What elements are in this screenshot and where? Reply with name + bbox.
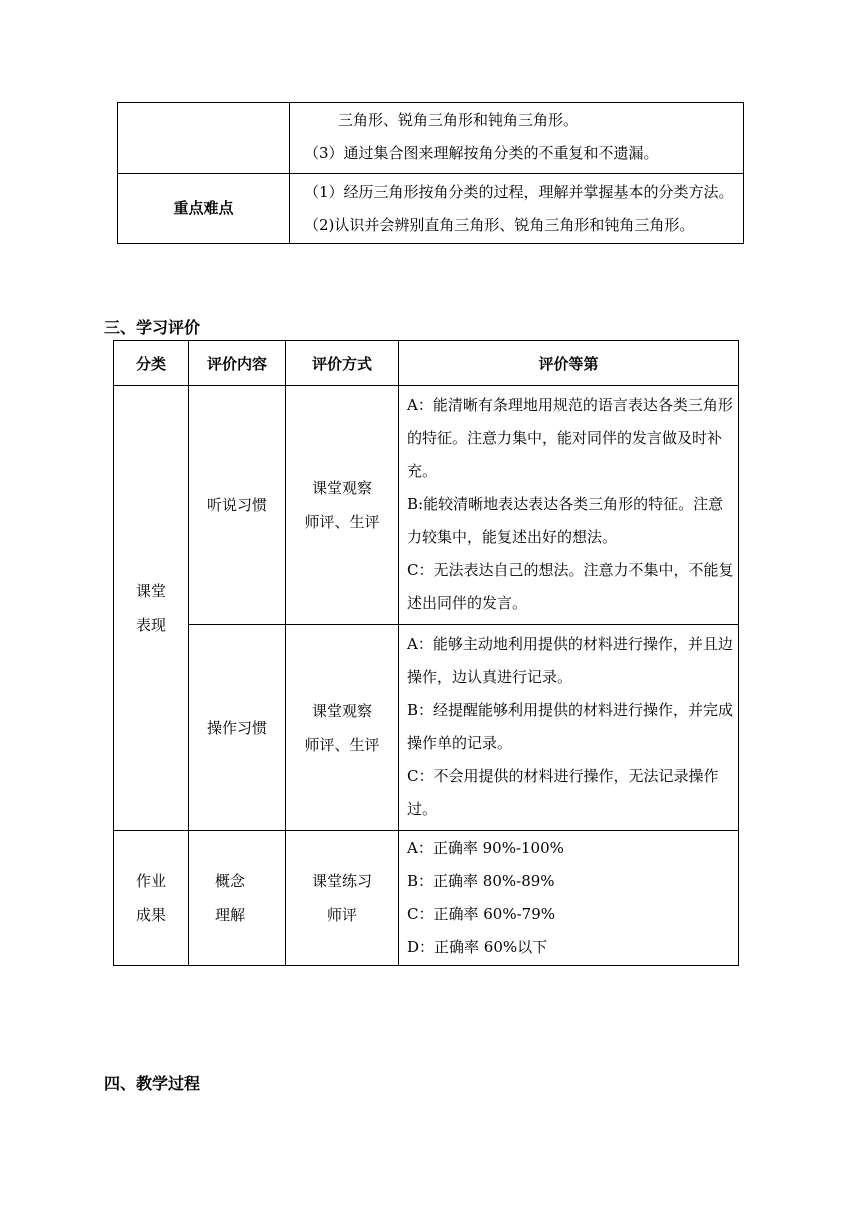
category-line: 表现 [135,616,166,634]
grade-c: C：无法表达自己的想法。注意力不集中，不能复述出同伴的发言。 [407,561,734,612]
category-line: 作业 [135,872,166,890]
key-points-label: 重点难点 [118,174,290,244]
table-row [118,103,744,174]
key-points-cell [290,174,744,244]
evaluation-table [113,340,739,966]
method-line: 师评、生评 [304,513,380,531]
teaching-goals-table [117,102,744,244]
section-heading-evaluation: 三、学习评价 [104,318,201,337]
section-heading-teaching-process: 四、教学过程 [104,1074,201,1093]
header-row [114,341,739,386]
key-point-line: （1）经历三角形按角分类的过程，理解并掌握基本的分类方法。 [304,183,734,201]
header-method: 评价方式 [286,341,399,386]
table-row [114,831,739,966]
grades-homework [399,831,739,966]
header-content: 评价内容 [189,341,286,386]
table-row [114,625,739,831]
header-grade: 评价等第 [399,341,739,386]
method-homework [286,831,399,966]
empty-label-cell [118,103,290,174]
grade-b: B:能较清晰地表达表达各类三角形的特征。注意力较集中，能复述出好的想法。 [407,495,724,546]
method-line: 课堂观察 [311,701,372,720]
method-operation [286,625,399,831]
method-line: 课堂练习 [311,872,372,890]
goal-line: （3）通过集合图来理解按角分类的不重复和不遗漏。 [304,144,659,162]
grade-a: A：正确率 90%-100% [407,839,564,857]
content-listening: 听说习惯 [189,386,286,625]
goal-line: 三角形、锐角三角形和钝角三角形。 [338,111,579,129]
key-point-line: （2)认识并会辨别直角三角形、锐角三角形和钝角三角形。 [304,216,695,234]
grade-a: A：能清晰有条理地用规范的语言表达各类三角形的特征。注意力集中，能对同伴的发言做及时补充。 [407,396,733,480]
content-line: 概念 [215,872,246,890]
grade-c: C：正确率 60%-79% [407,905,555,923]
content-homework [189,831,286,966]
goals-continued-cell [290,103,744,174]
category-line: 成果 [135,906,166,924]
grade-b: B：经提醒能够利用提供的材料进行操作，并完成操作单的记录。 [407,701,734,752]
table-row [118,174,744,244]
grade-a: A：能够主动地利用提供的材料进行操作，并且边操作，边认真进行记录。 [407,635,733,686]
method-line: 师评 [326,906,357,924]
grade-c: C：不会用提供的材料进行操作，无法记录操作过。 [407,767,719,818]
grade-b: B：正确率 80%-89% [407,872,555,890]
method-line: 课堂观察 [311,479,372,497]
content-line: 理解 [215,906,246,924]
category-class-performance [114,386,189,831]
grades-listening [399,386,739,625]
method-listening [286,386,399,625]
header-category: 分类 [114,341,189,386]
content-operation: 操作习惯 [189,625,286,831]
table-row [114,386,739,625]
grades-operation [399,625,739,831]
category-homework [114,831,189,966]
method-line: 师评、生评 [304,735,380,754]
grade-d: D：正确率 60%以下 [407,938,548,956]
category-line: 课堂 [135,582,166,600]
